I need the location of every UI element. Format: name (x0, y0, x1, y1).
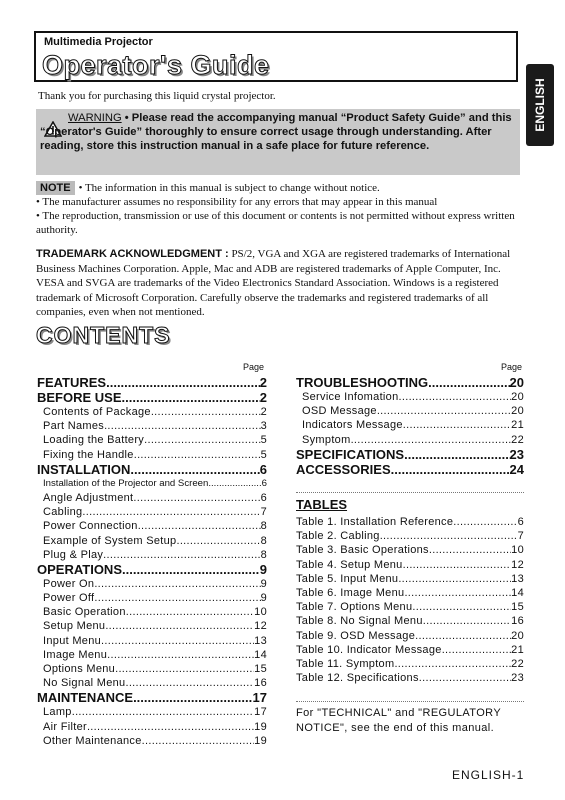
toc-left-column (37, 375, 267, 748)
toc-entry (296, 586, 524, 600)
toc-entry-label: Table 3. Basic Operations (296, 544, 429, 557)
leader-dots (351, 433, 512, 447)
toc-entry (37, 505, 267, 519)
toc-entry-label: Example of System Setup (43, 534, 177, 547)
toc-entry-page: 8 (260, 534, 267, 547)
note-third: • The reproduction, transmission or use of this document or contents is not permitted without express written authority. (36, 210, 515, 236)
toc-entry (37, 705, 267, 719)
leader-dots (380, 529, 518, 543)
toc-entry (37, 534, 267, 548)
leader-dots (453, 515, 517, 529)
leader-dots (429, 543, 511, 557)
toc-entry-label: BEFORE USE (37, 390, 122, 405)
toc-entry (296, 643, 524, 657)
toc-entry-label: Table 5. Input Menu (296, 572, 399, 585)
leader-dots (403, 418, 511, 432)
toc-entry (37, 405, 267, 419)
toc-entry-page: 8 (260, 548, 267, 561)
trademark-text: PS/2, VGA and XGA are registered trademarks of International Business Machines Corporation. Apple, Mac and ADB are registered trademarks of Apple Computer, Inc. VESA and SVGA are trademarks of the Video Electronics Standard Association. Windows is a registered trademark of Microsoft Corporation. Carefully observe the trademarks and registered trademarks of all companies, even when not mentioned. (36, 248, 511, 319)
toc-entry (296, 529, 524, 543)
toc-entry-page: 14 (511, 586, 524, 599)
guide-title: Operator's Guide (42, 50, 270, 80)
toc-entry-page: 10 (254, 606, 267, 619)
toc-entry-page: 24 (509, 461, 524, 477)
warning-text (40, 111, 514, 153)
toc-entry-page: 20 (509, 375, 524, 390)
toc-entry (296, 418, 524, 432)
toc-section-entry (37, 690, 267, 705)
toc-entry (37, 519, 267, 533)
toc-section-entry (296, 462, 524, 477)
toc-entry-label: Table 12. Specifications (296, 672, 419, 685)
leader-dots (144, 433, 260, 447)
toc-entry-page: 15 (254, 663, 267, 675)
toc-entry-label: Plug & Play (43, 548, 104, 561)
toc-section-entry (37, 390, 267, 405)
toc-entry-page: 9 (260, 592, 267, 605)
toc-entry-page: 6 (260, 491, 267, 504)
toc-entry-page: 5 (260, 434, 267, 447)
toc-entry-page: 9 (259, 561, 267, 577)
toc-entry-label: Other Maintenance (43, 734, 142, 747)
toc-right-column (296, 375, 524, 477)
leader-dots (391, 462, 510, 477)
toc-entry (296, 543, 524, 557)
toc-entry-page: 20 (511, 629, 524, 642)
toc-entry-label: Air Filter (43, 720, 87, 733)
product-subtitle: Multimedia Projector (44, 36, 153, 48)
toc-entry-page: 16 (511, 615, 524, 628)
toc-entry (37, 734, 267, 748)
toc-entry-page: 23 (509, 446, 524, 462)
toc-entry (37, 477, 267, 491)
toc-entry-page: 12 (254, 620, 267, 633)
toc-entry (37, 619, 267, 633)
toc-entry-page: 19 (254, 720, 267, 733)
toc-entry-label: TROUBLESHOOTING (296, 375, 429, 390)
toc-entry (37, 676, 267, 690)
tables-list (296, 515, 524, 685)
toc-entry-label: Power Off (43, 592, 95, 605)
toc-entry-page: 16 (254, 677, 267, 690)
toc-entry-label: Basic Operation (43, 606, 126, 619)
toc-entry-label: Cabling (43, 506, 83, 519)
toc-entry-label: Table 2. Cabling (296, 530, 380, 543)
toc-entry-label: Table 8. No Signal Menu (296, 615, 423, 628)
toc-entry-page: 17 (252, 690, 267, 706)
leader-dots (423, 614, 511, 628)
toc-entry-page: 9 (260, 577, 267, 590)
toc-entry-label: Power Connection (43, 520, 138, 533)
toc-entry (37, 433, 267, 447)
toc-entry-page: 21 (511, 643, 524, 656)
toc-entry (296, 657, 524, 671)
toc-entry-label: Part Names (43, 420, 105, 433)
toc-entry-page: 22 (511, 433, 524, 446)
toc-entry-label: Indicators Message (302, 419, 403, 432)
toc-entry-page: 10 (511, 544, 524, 557)
toc-entry-label: Service Infomation (302, 391, 399, 403)
toc-entry-label: Table 6. Image Menu (296, 586, 405, 599)
toc-entry-label: OSD Message (302, 405, 377, 418)
toc-entry-label: Table 11. Symptom (296, 657, 395, 670)
toc-entry (37, 577, 267, 591)
toc-entry (37, 419, 267, 433)
leader-dots (104, 419, 261, 433)
toc-entry-label: No Signal Menu (43, 677, 126, 690)
tables-heading: TABLES (296, 497, 348, 512)
notes-block (36, 181, 526, 237)
toc-entry-label: ACCESSORIES (296, 461, 391, 477)
page-column-label-right: Page (501, 362, 523, 372)
leader-dots (125, 676, 254, 690)
leader-dots (377, 404, 511, 418)
toc-entry-label: Table 9. OSD Message (296, 629, 416, 642)
toc-entry-page: 15 (511, 601, 524, 614)
toc-entry (296, 614, 524, 628)
toc-entry (37, 605, 267, 619)
warning-label: WARNING (68, 112, 122, 124)
toc-entry-page: 14 (254, 648, 267, 661)
toc-entry-label: Contents of Package (43, 406, 151, 418)
toc-entry-label: Angle Adjustment (43, 491, 134, 504)
leader-dots (428, 375, 509, 390)
leader-dots (126, 605, 254, 619)
page-column-label-left: Page (243, 362, 265, 372)
toc-entry-label: Options Menu (43, 663, 116, 675)
toc-entry-page: 13 (511, 572, 524, 585)
toc-entry-page: 22 (511, 657, 524, 670)
leader-dots (415, 629, 511, 643)
toc-entry-label: Setup Menu (43, 620, 106, 633)
leader-dots (399, 390, 512, 404)
leader-dots (208, 477, 261, 491)
toc-entry (37, 648, 267, 662)
toc-entry-label: INSTALLATION (37, 461, 131, 477)
toc-entry (37, 720, 267, 734)
toc-entry (37, 662, 267, 676)
language-tab (526, 64, 554, 146)
toc-entry-page: 13 (254, 634, 267, 647)
toc-entry-label: Installation of the Projector and Screen (43, 477, 209, 489)
note-second: • The manufacturer assumes no responsibility for any errors that may appear in this manual (36, 196, 438, 208)
toc-entry-page: 6 (261, 477, 267, 489)
toc-entry (37, 548, 267, 562)
leader-dots (133, 690, 252, 705)
leader-dots (130, 462, 259, 477)
toc-entry (37, 448, 267, 462)
leader-dots (404, 447, 509, 462)
leader-dots (176, 534, 260, 548)
toc-entry-label: Table 7. Options Menu (296, 601, 413, 614)
leader-dots (122, 390, 260, 405)
toc-section-entry (296, 447, 524, 462)
toc-entry (296, 671, 524, 685)
toc-entry-label: OPERATIONS (37, 561, 122, 577)
toc-entry-page: 12 (511, 558, 524, 571)
toc-entry-label: Fixing the Handle (43, 448, 134, 461)
toc-entry (37, 591, 267, 605)
leader-dots (419, 671, 511, 685)
intro-text: Thank you for purchasing this liquid crystal projector. (38, 90, 276, 102)
leader-dots (105, 619, 254, 633)
leader-dots (394, 657, 511, 671)
toc-entry-page: 5 (260, 448, 267, 461)
leader-dots (412, 600, 511, 614)
leader-dots (138, 519, 261, 533)
leader-dots (94, 591, 260, 605)
toc-entry-label: SPECIFICATIONS (296, 446, 405, 462)
toc-entry-label: Symptom (302, 433, 351, 446)
toc-entry (37, 634, 267, 648)
leader-dots (115, 662, 254, 676)
toc-entry-label: Lamp (43, 706, 72, 719)
toc-section-entry (296, 375, 524, 390)
leader-dots (398, 572, 511, 586)
toc-entry-page: 6 (259, 461, 267, 477)
toc-section-entry (37, 562, 267, 577)
toc-entry (296, 558, 524, 572)
leader-dots (142, 734, 255, 748)
leader-dots (101, 634, 254, 648)
trademark-heading: TRADEMARK ACKNOWLEDGMENT : (36, 248, 229, 260)
warning-box (36, 109, 520, 175)
toc-entry (296, 515, 524, 529)
trademark-paragraph (36, 247, 514, 320)
note-tag: NOTE (36, 181, 75, 195)
toc-entry (296, 404, 524, 418)
leader-dots (87, 720, 254, 734)
toc-entry (296, 600, 524, 614)
leader-dots (94, 577, 260, 591)
toc-entry (296, 572, 524, 586)
toc-entry-label: Table 10. Indicator Message (296, 643, 442, 656)
toc-entry-label: Table 4. Setup Menu (296, 558, 403, 571)
toc-entry-page: 21 (511, 419, 524, 432)
toc-entry-label: Power On (43, 577, 95, 590)
leader-dots (122, 562, 260, 577)
toc-entry (296, 629, 524, 643)
header-box (34, 31, 518, 82)
toc-entry-page: 17 (254, 706, 267, 719)
toc-entry-label: Image Menu (43, 648, 108, 661)
toc-section-entry (37, 375, 267, 390)
toc-entry-label: FEATURES (37, 375, 107, 390)
leader-dots (107, 648, 254, 662)
toc-entry (296, 433, 524, 447)
toc-entry-label: MAINTENANCE (37, 690, 134, 706)
language-tab-label: ENGLISH (533, 78, 547, 132)
toc-entry-label: Loading the Battery (43, 434, 145, 447)
toc-entry (37, 491, 267, 505)
toc-entry-page: 2 (259, 390, 267, 405)
toc-entry-page: 20 (511, 391, 524, 403)
toc-entry-page: 6 (517, 516, 524, 528)
contents-title: CONTENTS (36, 322, 171, 348)
toc-entry-page: 2 (260, 406, 267, 418)
toc-entry-page: 7 (260, 506, 267, 519)
leader-dots (403, 558, 512, 572)
leader-dots (103, 548, 260, 562)
warning-body: • Please read the accompanying manual “Product Safety Guide” and this “Operator's Guide” thoroughly to ensure correct usage through understanding. After reading, store this instruction manual in a safe place for future reference. (40, 112, 512, 152)
separator-line (296, 492, 524, 493)
separator-line (296, 701, 524, 702)
page-number: ENGLISH-1 (452, 768, 525, 782)
toc-entry-page: 2 (259, 375, 267, 390)
leader-dots (442, 643, 511, 657)
toc-entry-page: 7 (517, 530, 524, 543)
toc-entry-page: 20 (511, 405, 524, 418)
footnote: For "TECHNICAL" and "REGULATORY NOTICE", see the end of this manual. (296, 707, 501, 734)
toc-section-entry (37, 462, 267, 477)
leader-dots (404, 586, 511, 600)
toc-entry-label: Table 1. Installation Reference (296, 516, 454, 528)
leader-dots (106, 375, 260, 390)
toc-entry-page: 19 (254, 734, 267, 747)
leader-dots (133, 491, 260, 505)
note-first: • The information in this manual is subject to change without notice. (78, 182, 380, 194)
leader-dots (72, 705, 254, 719)
leader-dots (134, 448, 261, 462)
leader-dots (151, 405, 261, 419)
toc-entry-page: 3 (260, 420, 267, 433)
leader-dots (82, 505, 260, 519)
toc-entry (296, 390, 524, 404)
toc-entry-page: 23 (511, 672, 524, 685)
toc-entry-page: 8 (260, 520, 267, 533)
toc-entry-label: Input Menu (43, 634, 102, 647)
